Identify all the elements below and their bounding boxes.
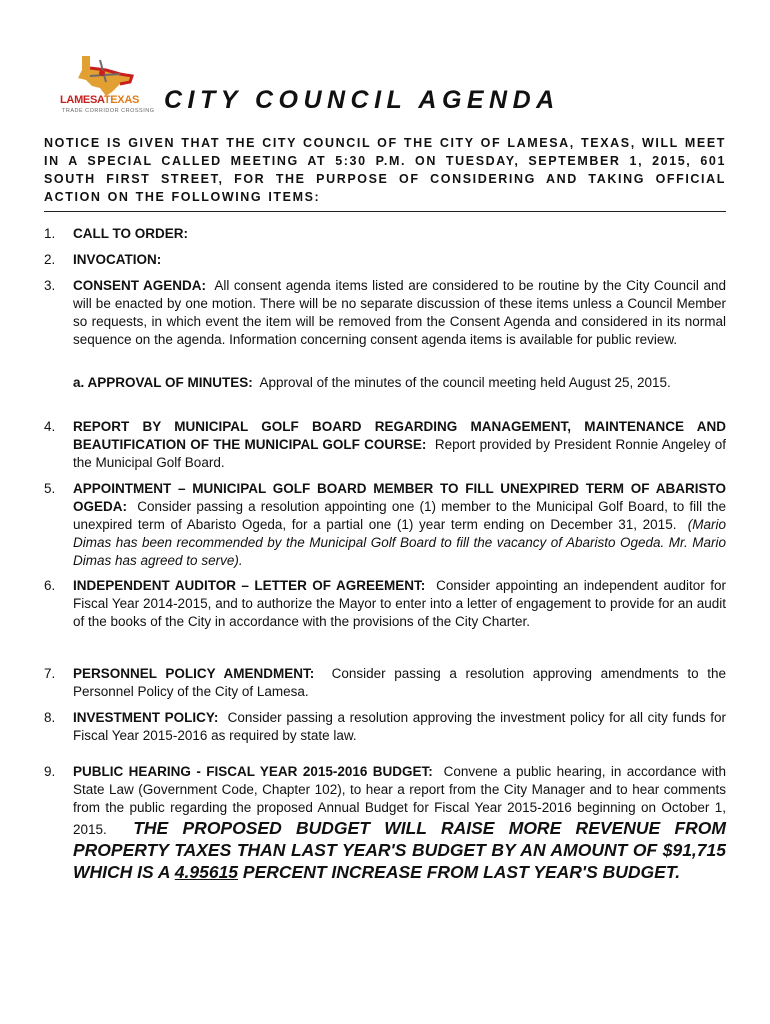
agenda-item-7: 7. PERSONNEL POLICY AMENDMENT: Consider passing a resolution approving amendments to the Personnel Policy of the City of Lamesa. bbox=[44, 666, 726, 699]
meeting-notice: NOTICE IS GIVEN THAT THE CITY COUNCIL OF THE CITY OF LAMESA, TEXAS, WILL MEET IN A SPECIAL CALLED MEETING AT 5:30 P.M. ON TUESDAY, SEPTEMBER 1, 2015, 601 SOUTH FIRST STREET, FOR THE PURPOSE OF CONSIDERING AND TAKING OFFICIAL ACTION ON THE FOLLOWING ITEMS: bbox=[44, 136, 726, 204]
budget-statement: THE PROPOSED BUDGET WILL RAISE MORE REVENUE FROM PROPERTY TAXES THAN LAST YEAR'S BUDGET BY AN AMOUNT OF $91,715 WHICH IS A 4.95615 PERCENT INCREASE FROM LAST YEAR'S BUDGET. bbox=[73, 818, 726, 882]
logo-wordmark: LAMESATEXAS bbox=[60, 94, 140, 106]
item-text: Consider appointing an independent auditor for Fiscal Year 2014-2015, and to authorize the Mayor to enter into a letter of engagement to provide for an audit of the books of the City in accordance with the provisions of the City Charter. bbox=[73, 578, 726, 629]
agenda-item-4: 4. REPORT BY MUNICIPAL GOLF BOARD REGARDING MANAGEMENT, MAINTENANCE AND BEAUTIFICATION OF THE MUNICIPAL GOLF COURSE: Report provided by President Ronnie Angeley of the Municipal Golf Board. bbox=[44, 419, 726, 470]
texas-map-icon bbox=[60, 52, 140, 96]
item-heading: PUBLIC HEARING - FISCAL YEAR 2015-2016 BUDGET: bbox=[73, 764, 433, 779]
item-text: All consent agenda items listed are considered to be routine by the City Council and will be enacted by one motion. There will be no separate discussion of these items unless a Council Member so requests, in which event the item will be removed from the Consent Agenda and considered in its normal sequence on the agenda. Information concerning consent agenda items is available for public review. bbox=[73, 278, 726, 347]
item-text: Consider passing a resolution approving the investment policy for all city funds for Fiscal Year 2015-2016 as required by state law. bbox=[73, 710, 726, 743]
item-text: Report provided by President Ronnie Angeley of the Municipal Golf Board. bbox=[73, 437, 726, 470]
agenda-item-2: 2. INVOCATION: bbox=[44, 252, 162, 267]
item-heading: APPOINTMENT – MUNICIPAL GOLF BOARD MEMBER TO FILL UNEXPIRED TERM OF ABARISTO OGEDA: bbox=[73, 481, 726, 514]
logo-tagline: TRADE CORRIDOR CROSSING bbox=[62, 108, 155, 114]
sub-item-heading: a. APPROVAL OF MINUTES: bbox=[73, 375, 253, 390]
agenda-item-3a bbox=[73, 374, 726, 392]
divider bbox=[44, 211, 726, 212]
page-title: CITY COUNCIL AGENDA bbox=[164, 86, 560, 114]
item-text: Consider passing a resolution approving amendments to the Personnel Policy of the City of Lamesa. bbox=[73, 666, 726, 699]
item-heading: INVESTMENT POLICY: bbox=[73, 710, 219, 725]
item-heading: PERSONNEL POLICY AMENDMENT: bbox=[73, 666, 315, 681]
item-heading: CONSENT AGENDA: bbox=[73, 278, 207, 293]
item-note: (Mario Dimas has been recommended by the Municipal Golf Board to fill the vacancy of Abaristo Ogeda. Mr. Mario Dimas has agreed to serve). bbox=[73, 517, 726, 568]
agenda-item-6: 6. INDEPENDENT AUDITOR – LETTER OF AGREEMENT: Consider appointing an independent auditor for Fiscal Year 2014-2015, and to authorize the Mayor to enter into a letter of engagement to provide for an audit of the books of the City in accordance with the provisions of the City Charter. bbox=[44, 578, 726, 629]
agenda-item-8: 8. INVESTMENT POLICY: Consider passing a resolution approving the investment policy for all city funds for Fiscal Year 2015-2016 as required by state law. bbox=[44, 710, 726, 743]
agenda-item-5: 5. APPOINTMENT – MUNICIPAL GOLF BOARD MEMBER TO FILL UNEXPIRED TERM OF ABARISTO OGEDA: Consider passing a resolution appointing one (1) member to the Municipal Golf Board, to fill the unexpired term of Abaristo Ogeda, for a partial one (1) year term ending on December 31, 2015. (Mario Dimas has been recommended by the Municipal Golf Board to fill the vacancy of Abaristo Ogeda. Mr. Mario Dimas has agreed to serve). bbox=[44, 481, 726, 568]
agenda-item-3: 3. CONSENT AGENDA: All consent agenda items listed are considered to be routine by the City Council and will be enacted by one motion. There will be no separate discussion of these items unless a Council Member so requests, in which event the item will be removed from the Consent Agenda and considered in its normal sequence on the agenda. Information concerning consent agenda items is available for public review. bbox=[44, 278, 726, 347]
item-heading: REPORT BY MUNICIPAL GOLF BOARD REGARDING MANAGEMENT, MAINTENANCE AND BEAUTIFICATION OF THE MUNICIPAL GOLF COURSE: bbox=[73, 419, 726, 452]
page-header bbox=[44, 52, 734, 122]
agenda-item-9: 9. PUBLIC HEARING - FISCAL YEAR 2015-2016 BUDGET: Convene a public hearing, in accordance with State Law (Government Code, Chapter 102), to hear a report from the City Manager and to hear comments from the public regarding the proposed Annual Budget for Fiscal Year 2015-2016 beginning on October 1, 2015. THE PROPOSED BUDGET WILL RAISE MORE REVENUE FROM PROPERTY TAXES THAN LAST YEAR'S BUDGET BY AN AMOUNT OF $91,715 WHICH IS A 4.95615 PERCENT INCREASE FROM LAST YEAR'S BUDGET. bbox=[44, 764, 727, 882]
agenda-item-1: 1. CALL TO ORDER: bbox=[44, 226, 189, 241]
item-heading: CALL TO ORDER: bbox=[73, 226, 189, 241]
item-text: Convene a public hearing, in accordance with State Law (Government Code, Chapter 102), to hear a report from the City Manager and to hear comments from the public regarding the proposed Annual Budget for Fiscal Year 2015-2016 beginning on October 1, 2015. bbox=[73, 764, 727, 837]
percent-increase: 4.95615 bbox=[174, 862, 239, 882]
sub-item-text: Approval of the minutes of the council meeting held August 25, 2015. bbox=[259, 375, 671, 390]
item-heading: INDEPENDENT AUDITOR – LETTER OF AGREEMENT: bbox=[73, 578, 426, 593]
item-heading: INVOCATION: bbox=[73, 252, 162, 267]
lamesa-texas-logo bbox=[52, 52, 162, 122]
item-text: Consider passing a resolution appointing one (1) member to the Municipal Golf Board, to fill the unexpired term of Abaristo Ogeda, for a partial one (1) year term ending on December 31, 2015. bbox=[73, 499, 726, 532]
